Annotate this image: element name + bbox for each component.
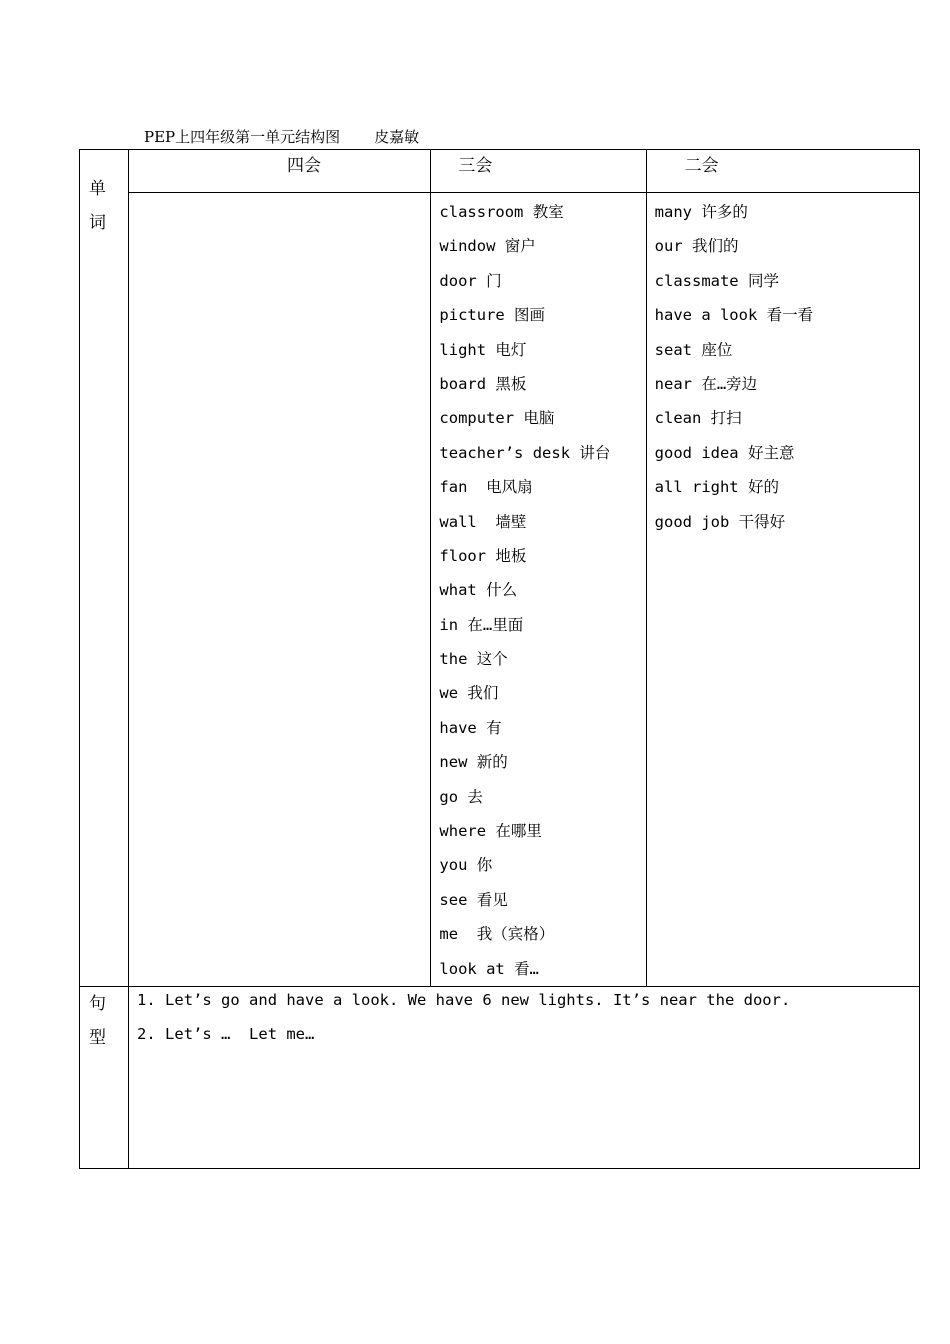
- list-item: good job 干得好: [654, 512, 786, 531]
- header-three-label: 三会: [458, 156, 493, 176]
- list-item: have a look 看一看: [654, 306, 814, 325]
- list-item: board 黑板: [439, 374, 527, 393]
- list-item: floor 地板: [439, 546, 527, 565]
- sentences-label-char-2: 型: [89, 1027, 106, 1048]
- list-item: classmate 同学: [654, 271, 779, 290]
- header-row: [80, 150, 920, 193]
- list-item: clean 打扫: [654, 409, 742, 428]
- list-item: see 看见: [439, 890, 508, 909]
- list-item: classroom 教室: [439, 203, 564, 221]
- header-two-label: 二会: [684, 156, 719, 176]
- list-item: computer 电脑: [439, 409, 555, 428]
- list-item: where 在哪里: [439, 822, 542, 841]
- sentence-item: 2. Let’s … Let me…: [137, 1025, 315, 1044]
- list-item: have 有: [439, 718, 502, 737]
- header-four-skills: [129, 150, 431, 193]
- four-skills-words-cell: [129, 193, 431, 987]
- header-three-skills: [431, 150, 646, 193]
- author-name: 皮嘉敏: [374, 128, 420, 146]
- list-item: in 在…里面: [439, 615, 524, 634]
- list-item: me 我（宾格）: [439, 925, 555, 944]
- words-label-char-1: 单: [89, 179, 106, 199]
- list-item: good idea 好主意: [654, 443, 795, 462]
- sentence-item: 1. Let’s go and have a look. We have 6 new lights. It’s near the door.: [137, 990, 791, 1009]
- three-skills-words-cell: [431, 193, 646, 987]
- list-item: you 你: [439, 856, 493, 875]
- list-item: light 电灯: [439, 340, 527, 359]
- words-label-char-2: 词: [89, 213, 106, 233]
- list-item: seat 座位: [654, 340, 733, 359]
- list-item: go 去: [439, 787, 483, 806]
- list-item: what 什么: [439, 581, 518, 600]
- list-item: wall 墙壁: [439, 512, 527, 531]
- list-item: near 在…旁边: [654, 374, 758, 393]
- sentence-pattern-list: [129, 987, 919, 1056]
- sentences-label-char-1: 句: [89, 993, 106, 1014]
- sentences-row: [80, 986, 920, 1168]
- list-item: many 许多的: [654, 203, 748, 221]
- list-item: teacher’s desk 讲台: [439, 443, 611, 462]
- two-skills-word-list: [647, 193, 919, 539]
- two-skills-words-cell: [646, 193, 919, 987]
- list-item: the 这个: [439, 650, 508, 669]
- list-item: picture 图画: [439, 306, 546, 325]
- sentences-label: [80, 987, 128, 1055]
- list-item: window 窗户: [439, 237, 536, 256]
- words-label-cell: [80, 150, 129, 987]
- words-row: [80, 193, 920, 987]
- sentences-cell: [129, 986, 920, 1168]
- sentences-label-cell: [80, 986, 129, 1168]
- list-item: fan 电风扇: [439, 478, 533, 497]
- list-item: our 我们的: [654, 237, 739, 256]
- header-four-label: 四会: [287, 156, 322, 176]
- words-label: [80, 150, 128, 240]
- unit-structure-table: [79, 149, 920, 1169]
- three-skills-word-list: [431, 193, 645, 986]
- list-item: door 门: [439, 271, 502, 290]
- document-title-line: [144, 126, 419, 147]
- list-item: all right 好的: [654, 478, 779, 497]
- page-title: PEP上四年级第一单元结构图: [144, 128, 341, 146]
- list-item: we 我们: [439, 684, 499, 703]
- header-two-skills: [646, 150, 919, 193]
- list-item: new 新的: [439, 753, 508, 772]
- list-item: look at 看…: [439, 959, 539, 978]
